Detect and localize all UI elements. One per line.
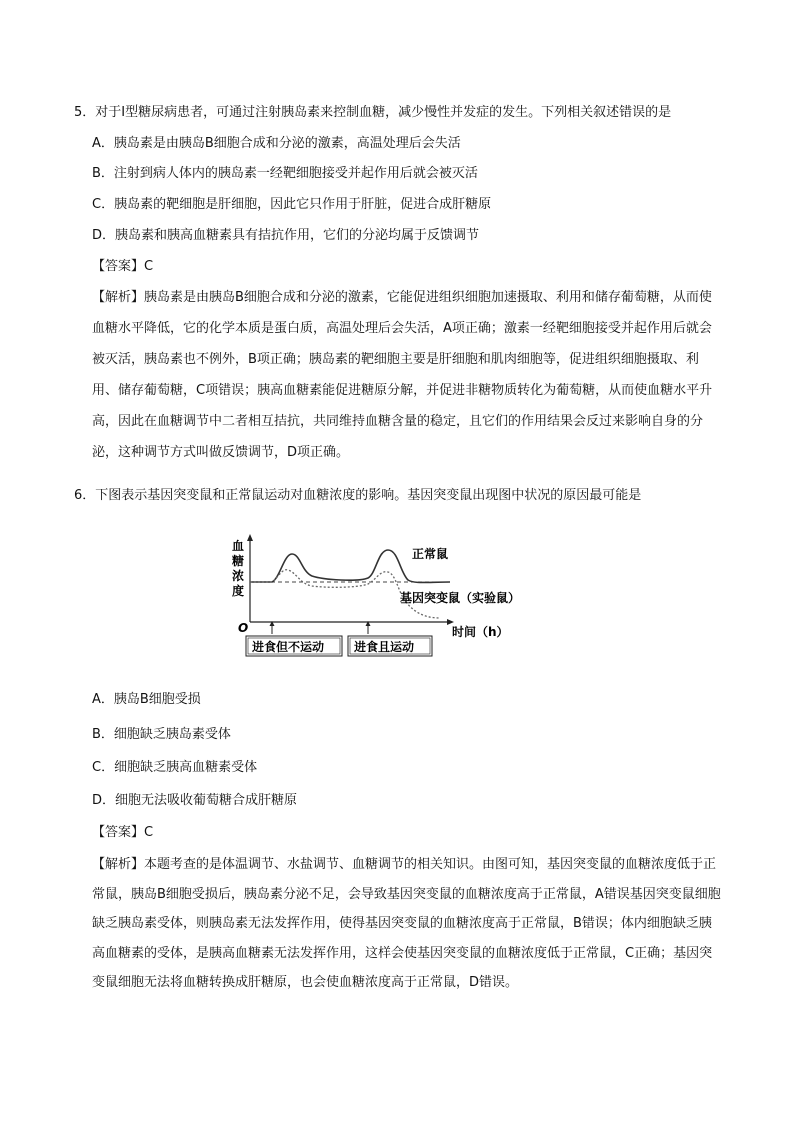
condition-box-2-label: 进食且运动	[354, 640, 415, 654]
y-axis-label-char: 糖	[232, 554, 245, 568]
y-axis-label-char: 度	[232, 584, 245, 598]
question-5-option-c: C．胰岛素的靶细胞是肝细胞，因此它只作用于肝脏，促进合成肝糖原	[92, 197, 492, 212]
question-5-option-d: D．胰岛素和胰高血糖素具有拮抗作用，它们的分泌均属于反馈调节	[92, 228, 480, 243]
question-5-explanation: 【解析】胰岛素是由胰岛B细胞合成和分泌的激素，它能促进组织细胞加速摄取、利用和储存葡萄糖，从而使血糖水平降低，它的化学本质是蛋白质，高温处理后会失活，A项正确；激素一经靶细胞接受并起作用后就会被灭活，胰岛素也不例外，B项正确；胰岛素的靶细胞主要是肝细胞和肌肉细胞等，促进组织细胞摄取、利用、储存葡萄糖，C项错误；胰高血糖素能促进糖原分解，并促进非糖物质转化为葡萄糖，从而使血糖水平升高，因此在血糖调节中二者相互拮抗，共同维持血糖含量的稳定，且它们的作用结果会反过来影响自身的分泌，这种调节方式叫做反馈调节，D项正确。	[92, 290, 713, 460]
question-6-option-a: A．胰岛B细胞受损	[92, 692, 201, 707]
question-6-option-c: C．细胞缺乏胰高血糖素受体	[92, 760, 258, 775]
origin-label: O	[238, 621, 249, 635]
mutant-mouse-label: 基因突变鼠（实验鼠）	[400, 591, 521, 605]
y-axis-label-char: 浓	[232, 569, 245, 583]
question-6-option-d: D．细胞无法吸收葡萄糖合成肝糖原	[92, 793, 298, 808]
question-6-explanation: 【解析】本题考查的是体温调节、水盐调节、血糖调节的相关知识。由图可知，基因突变鼠的血糖浓度低于正常鼠，胰岛B细胞受损后，胰岛素分泌不足，会导致基因突变鼠的血糖浓度高于正常鼠，A错误基因突变鼠细胞缺乏胰岛素受体，则胰岛素无法发挥作用，使得基因突变鼠的血糖浓度高于正常鼠，B错误；体内细胞缺乏胰高血糖素的受体，是胰高血糖素无法发挥作用，这样会使基因突变鼠的血糖浓度低于正常鼠，C正确；基因突变鼠细胞无法将血糖转换成肝糖原，也会使血糖浓度高于正常鼠，D错误。	[92, 857, 721, 990]
normal-mouse-label: 正常鼠	[412, 547, 449, 561]
question-5-stem: 5．对于Ⅰ型糖尿病患者，可通过注射胰岛素来控制血糖，减少慢性并发症的发生。下列相关叙述错误的是	[74, 105, 672, 120]
question-6-stem: 6．下图表示基因突变鼠和正常鼠运动对血糖浓度的影响。基因突变鼠出现图中状况的原因最可能是	[74, 488, 642, 503]
blood-glucose-figure	[228, 532, 578, 658]
question-6-option-b: B．细胞缺乏胰岛素受体	[92, 727, 231, 742]
y-axis-label-char: 血	[232, 539, 245, 553]
y-axis-arrow	[247, 534, 253, 541]
condition-box-1-label: 进食但不运动	[252, 640, 325, 654]
x-axis-label: 时间（h）	[452, 625, 509, 639]
question-5-option-b: B．注射到病人体内的胰岛素一经靶细胞接受并起作用后就会被灭活	[92, 166, 478, 181]
question-5-answer: 【答案】C	[92, 259, 154, 274]
question-6-answer: 【答案】C	[92, 825, 154, 840]
question-5-option-a: A．胰岛素是由胰岛B细胞合成和分泌的激素，高温处理后会失活	[92, 136, 461, 151]
